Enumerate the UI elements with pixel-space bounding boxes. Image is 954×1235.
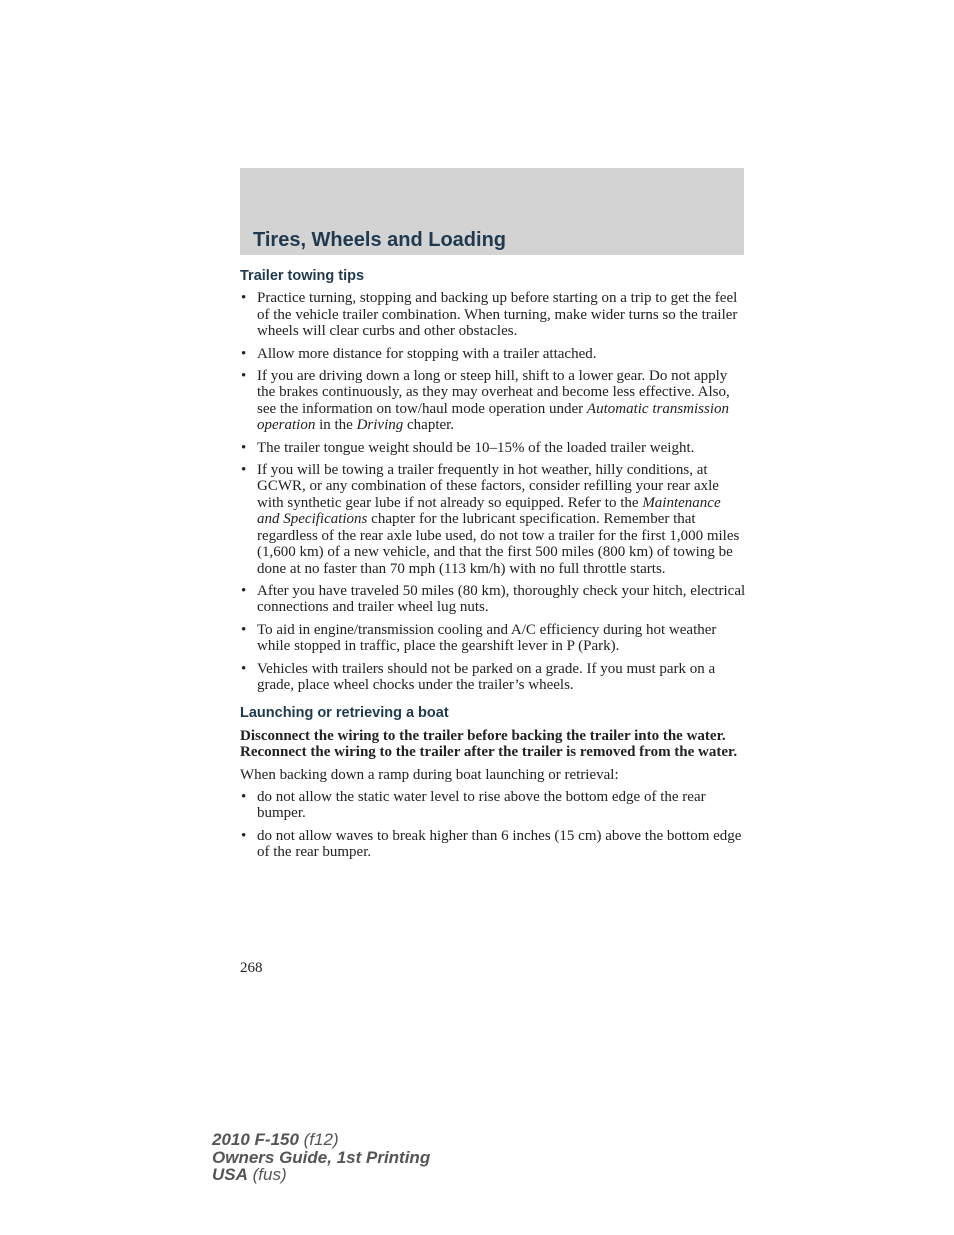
document-footer: [212, 1131, 430, 1184]
section-heading-trailer-towing-tips: Trailer towing tips: [240, 268, 365, 284]
list-item: • do not allow waves to break higher than 6 inches (15 cm) above the bottom edge of the rear bumper.: [240, 828, 746, 861]
section-heading-boat-launching: Launching or retrieving a boat: [240, 705, 449, 722]
cross-reference: Automatic transmission operation: [257, 400, 730, 434]
list-item: • Practice turning, stopping and backing up before starting on a trip to get the feel of the vehicle trailer combination. When turning, make wider turns so the trailer wheels will clear curbs and other obstacles.: [240, 290, 746, 339]
warning-text: Disconnect the wiring to the trailer before backing the trailer into the water. Reconnect the wiring to the trailer after the trailer is removed from the water.: [240, 727, 738, 761]
cross-reference: Maintenance and Specifications: [257, 494, 721, 528]
paragraph: When backing down a ramp during boat launching or retrieval:: [240, 766, 619, 783]
page-number: 268: [240, 960, 263, 976]
chapter-header-band: [240, 168, 744, 255]
footer-line-guide: Owners Guide, 1st Printing: [212, 1147, 431, 1167]
cross-reference: Driving: [356, 417, 404, 434]
list-item: • After you have traveled 50 miles (80 km), thoroughly check your hitch, electrical connections and trailer wheel lug nuts.: [240, 583, 746, 616]
list-item: • If you are driving down a long or steep hill, shift to a lower gear. Do not apply the brakes continuously, as they may overheat and become less effective. Also, see the information on tow/haul mode operation under Automatic transmission operation in the Driving chapter.: [240, 368, 746, 434]
list-item: • To aid in engine/transmission cooling and A/C efficiency during hot weather while stopped in traffic, place the gearshift lever in P (Park).: [240, 622, 746, 655]
boat-launch-list: [240, 789, 746, 861]
towing-tips-list: [240, 290, 746, 693]
list-item: • Allow more distance for stopping with a trailer attached.: [240, 346, 746, 362]
list-item: • Vehicles with trailers should not be parked on a grade. If you must park on a grade, place wheel chocks under the trailer’s wheels.: [240, 661, 746, 694]
list-item: • If you will be towing a trailer frequently in hot weather, hilly conditions, at GCWR, or any combination of these factors, consider refilling your rear axle with synthetic gear lube if not already so equipped. Refer to the Maintenance and Specifications chapter for the lubricant specification. Remember that regardless of the rear axle lube used, do not tow a trailer for the first 1,000 miles (1,600 km) of a new vehicle, and that the first 500 miles (800 km) of towing be done at no faster than 70 mph (113 km/h) with no full throttle starts.: [240, 462, 746, 577]
list-item: • The trailer tongue weight should be 10–15% of the loaded trailer weight.: [240, 440, 746, 456]
list-item: • do not allow the static water level to rise above the bottom edge of the rear bumper.: [240, 789, 746, 822]
chapter-title: Tires, Wheels and Loading: [253, 229, 507, 251]
footer-line-model: 2010 F-150 (f12): [212, 1130, 339, 1149]
footer-line-market: USA (fus): [212, 1165, 287, 1184]
page-content: [240, 268, 746, 867]
